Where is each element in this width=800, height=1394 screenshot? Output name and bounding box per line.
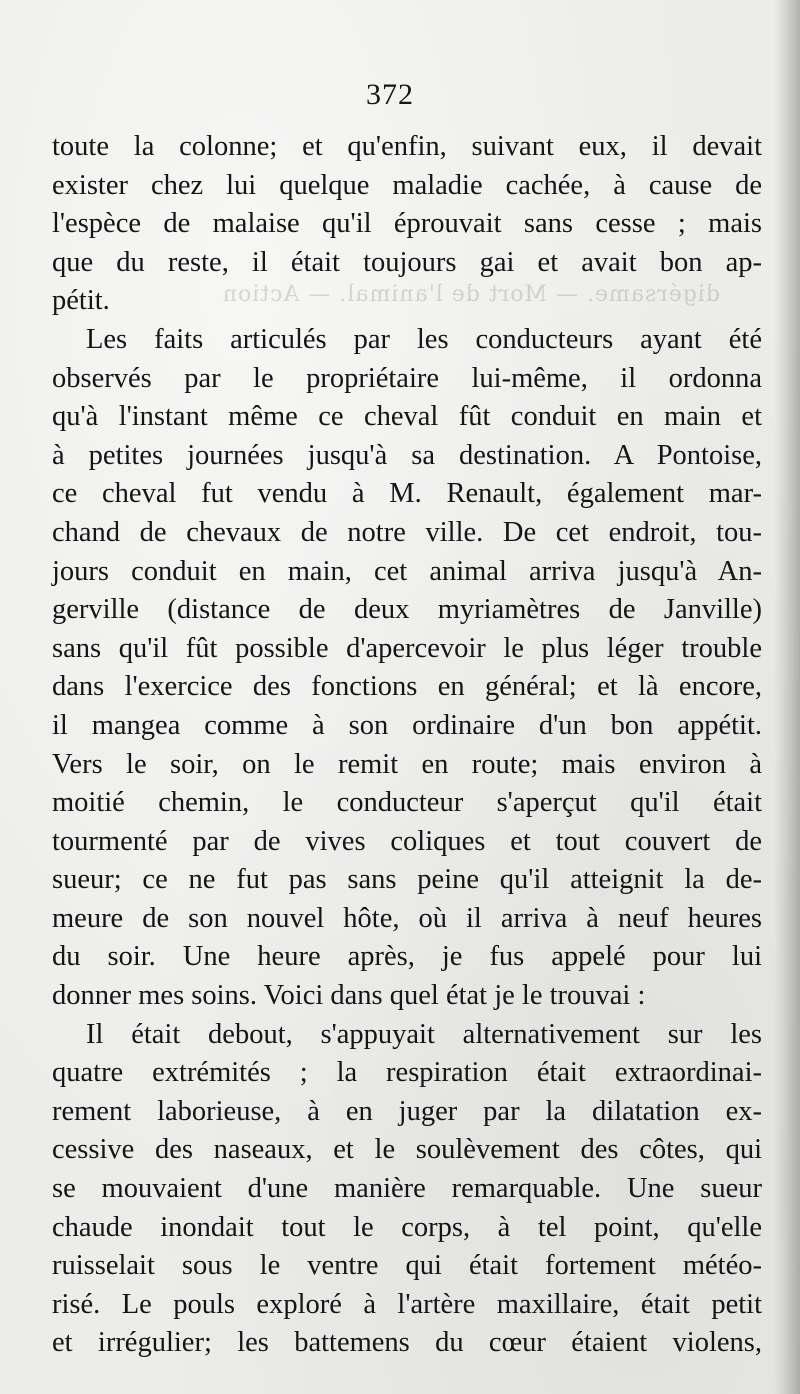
- paragraph-start-line: Il était debout, s'appuyait alternativement sur les: [86, 1018, 762, 1050]
- text-line: donner mes soins. Voici dans quel état je le trouvai :: [52, 980, 646, 1012]
- text-line: cessive des naseaux, et le soulèvement des côtes, qui: [52, 1134, 762, 1166]
- text-line: gerville (distance de deux myriamètres de Janville): [52, 594, 762, 626]
- page-edge-shadow: [774, 0, 800, 1394]
- text-line: moitié chemin, le conducteur s'aperçut qu'il était: [52, 787, 762, 819]
- text-line: ce cheval fut vendu à M. Renault, également mar-: [52, 478, 762, 510]
- text-line: que du reste, il était toujours gai et avait bon ap-: [52, 246, 762, 278]
- text-line: ruisselait sous le ventre qui était fortement météo-: [52, 1250, 762, 1282]
- text-line: chand de chevaux de notre ville. De cet endroit, tou-: [52, 516, 762, 548]
- text-line: exister chez lui quelque maladie cachée, à cause de: [52, 169, 762, 201]
- text-line: pétit.: [52, 285, 110, 317]
- text-line: sueur; ce ne fut pas sans peine qu'il atteignit la de-: [52, 864, 762, 896]
- text-line: se mouvaient d'une manière remarquable. Une sueur: [52, 1173, 762, 1205]
- text-line: dans l'exercice des fonctions en général; et là encore,: [52, 671, 762, 703]
- text-line: l'espèce de malaise qu'il éprouvait sans cesse ; mais: [52, 208, 762, 240]
- text-line: observés par le propriétaire lui-même, il ordonna: [52, 362, 762, 394]
- text-line: toute la colonne; et qu'enfin, suivant eux, il devait: [52, 131, 762, 162]
- text-line: meure de son nouvel hôte, où il arriva à neuf heures: [52, 902, 762, 934]
- body-text: [52, 128, 762, 1363]
- text-line: jours conduit en main, cet animal arriva jusqu'à An-: [52, 555, 762, 587]
- text-line: à petites journées jusqu'à sa destination. A Pontoise,: [52, 439, 762, 471]
- text-line: tourmenté par de vives coliques et tout couvert de: [52, 825, 762, 857]
- text-line: rement laborieuse, à en juger par la dilatation ex-: [52, 1095, 762, 1127]
- bleed-through-text: digérsame. — Mort de l'animal. — Action: [221, 282, 720, 307]
- text-line: risé. Le pouls exploré à l'artère maxillaire, était petit: [52, 1288, 762, 1320]
- text-line: quatre extrémités ; la respiration était extraordinai-: [52, 1057, 762, 1089]
- text-line: et irrégulier; les battemens du cœur étaient violens,: [52, 1327, 762, 1359]
- text-line: il mangea comme à son ordinaire d'un bon appétit.: [52, 709, 762, 741]
- text-line: chaude inondait tout le corps, à tel point, qu'elle: [52, 1211, 762, 1243]
- text-line: du soir. Une heure après, je fus appelé pour lui: [52, 941, 762, 973]
- text-line: Vers le soir, on le remit en route; mais environ à: [52, 748, 762, 780]
- text-line: qu'à l'instant même ce cheval fût conduit en main et: [52, 401, 762, 433]
- text-line: sans qu'il fût possible d'apercevoir le plus léger trouble: [52, 632, 762, 664]
- paragraph-start-line: Les faits articulés par les conducteurs ayant été: [86, 323, 762, 355]
- page-number: 372: [366, 78, 414, 111]
